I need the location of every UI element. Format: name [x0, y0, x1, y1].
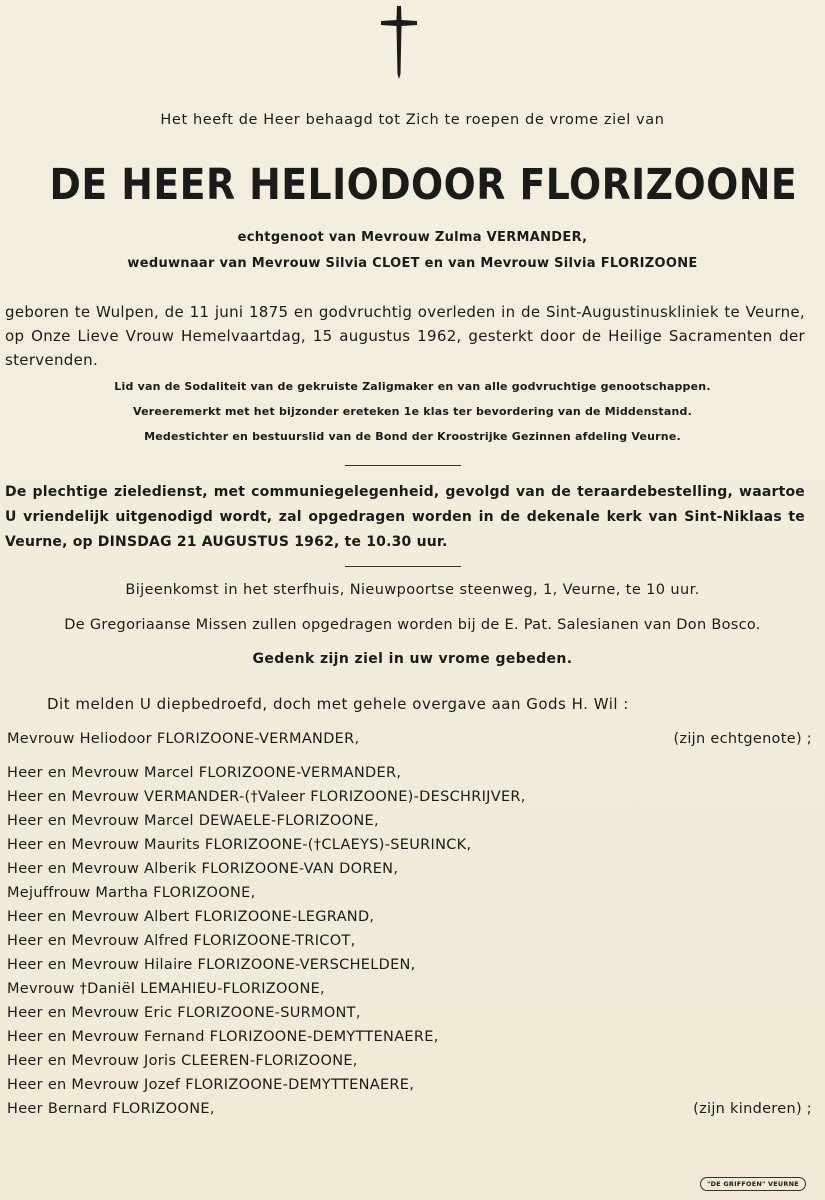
family-name: Mevrouw Heliodoor FLORIZOONE-VERMANDER, — [7, 731, 360, 747]
family-name: Heer en Mevrouw Albert FLORIZOONE-LEGRAND, — [7, 909, 375, 925]
family-row — [7, 813, 812, 833]
family-name: Heer en Mevrouw Marcel FLORIZOONE-VERMANDER, — [7, 765, 402, 781]
widower-line: weduwnaar van Mevrouw Silvia CLOET en van Mevrouw Silvia FLORIZOONE — [127, 256, 698, 271]
family-name: Mevrouw †Daniël LEMAHIEU-FLORIZOONE, — [7, 981, 325, 997]
family-name: Mejuffrouw Martha FLORIZOONE, — [7, 885, 256, 901]
family-name: Heer en Mevrouw Marcel DEWAELE-FLORIZOONE, — [7, 813, 379, 829]
family-name: Heer en Mevrouw Fernand FLORIZOONE-DEMYTTENAERE, — [7, 1029, 439, 1045]
divider — [345, 566, 461, 567]
family-row — [7, 1101, 812, 1121]
family-row — [7, 837, 812, 857]
family-row — [7, 1077, 812, 1097]
family-row — [7, 1029, 812, 1049]
printer-mark: "DE GRIFFOEN" VEURNE — [700, 1177, 806, 1191]
family-row — [7, 861, 812, 881]
spouse-line: echtgenoot van Mevrouw Zulma VERMANDER, — [237, 230, 588, 245]
family-row — [7, 765, 812, 785]
family-role: (zijn echtgenote) ; — [673, 731, 812, 747]
family-name: Heer Bernard FLORIZOONE, — [7, 1101, 215, 1117]
family-name: Heer en Mevrouw Joris CLEEREN-FLORIZOONE, — [7, 1053, 358, 1069]
intro-text: Het heeft de Heer behaagd tot Zich te roepen de vrome ziel van — [160, 112, 665, 128]
divider — [345, 465, 461, 466]
announcement-text: Dit melden U diepbedroefd, doch met gehele overgave aan Gods H. Wil : — [47, 695, 629, 713]
membership-line: Lid van de Sodaliteit van de gekruiste Zaligmaker en van alle godvruchtige genootschappen. — [114, 380, 711, 393]
family-name: Heer en Mevrouw Hilaire FLORIZOONE-VERSCHELDEN, — [7, 957, 416, 973]
masses-text: De Gregoriaanse Missen zullen opgedragen worden bij de E. Pat. Salesianen van Don Bosco. — [64, 617, 761, 633]
family-name: Heer en Mevrouw Jozef FLORIZOONE-DEMYTTENAERE, — [7, 1077, 415, 1093]
decoration-line: Vereeremerkt met het bijzonder ereteken 1e klas ter bevordering van de Middenstand. — [133, 405, 692, 418]
family-name: Heer en Mevrouw Maurits FLORIZOONE-(†CLAEYS)-SEURINCK, — [7, 837, 472, 853]
family-row-widow — [7, 731, 812, 751]
latin-cross-icon — [378, 4, 420, 80]
meeting-text: Bijeenkomst in het sterfhuis, Nieuwpoortse steenweg, 1, Veurne, te 10 uur. — [125, 582, 700, 598]
family-name: Heer en Mevrouw Alfred FLORIZOONE-TRICOT, — [7, 933, 356, 949]
family-row — [7, 933, 812, 953]
family-row — [7, 1053, 812, 1073]
family-row — [7, 981, 812, 1001]
family-row — [7, 885, 812, 905]
service-text: De plechtige zieledienst, met communiegelegenheid, gevolgd van de teraardebestelling, waartoe U vriendelijk uitgenodigd wordt, zal opgedragen worden in de dekenale kerk van Sint-Niklaas te Veurne, op DINSDAG 21 AUGUSTUS 1962, te 10.30 uur. — [5, 484, 805, 550]
family-row — [7, 909, 812, 929]
family-row — [7, 957, 812, 977]
family-row — [7, 789, 812, 809]
family-role: (zijn kinderen) ; — [693, 1101, 812, 1117]
family-row — [7, 1005, 812, 1025]
founder-line: Medestichter en bestuurslid van de Bond der Kroostrijke Gezinnen afdeling Veurne. — [144, 430, 681, 443]
prayer-text: Gedenk zijn ziel in uw vrome gebeden. — [252, 651, 573, 667]
deceased-name: DE HEER HELIODOOR FLORIZOONE — [49, 160, 798, 210]
biography-text: geboren te Wulpen, de 11 juni 1875 en godvruchtig overleden in de Sint-Augustinuskliniek te Veurne, op Onze Lieve Vrouw Hemelvaartdag, 15 augustus 1962, gesterkt door de Heilige Sacramenten der stervenden. — [5, 303, 805, 369]
family-name: Heer en Mevrouw Alberik FLORIZOONE-VAN DOREN, — [7, 861, 399, 877]
family-name: Heer en Mevrouw VERMANDER-(†Valeer FLORIZOONE)-DESCHRIJVER, — [7, 789, 526, 805]
family-name: Heer en Mevrouw Eric FLORIZOONE-SURMONT, — [7, 1005, 361, 1021]
